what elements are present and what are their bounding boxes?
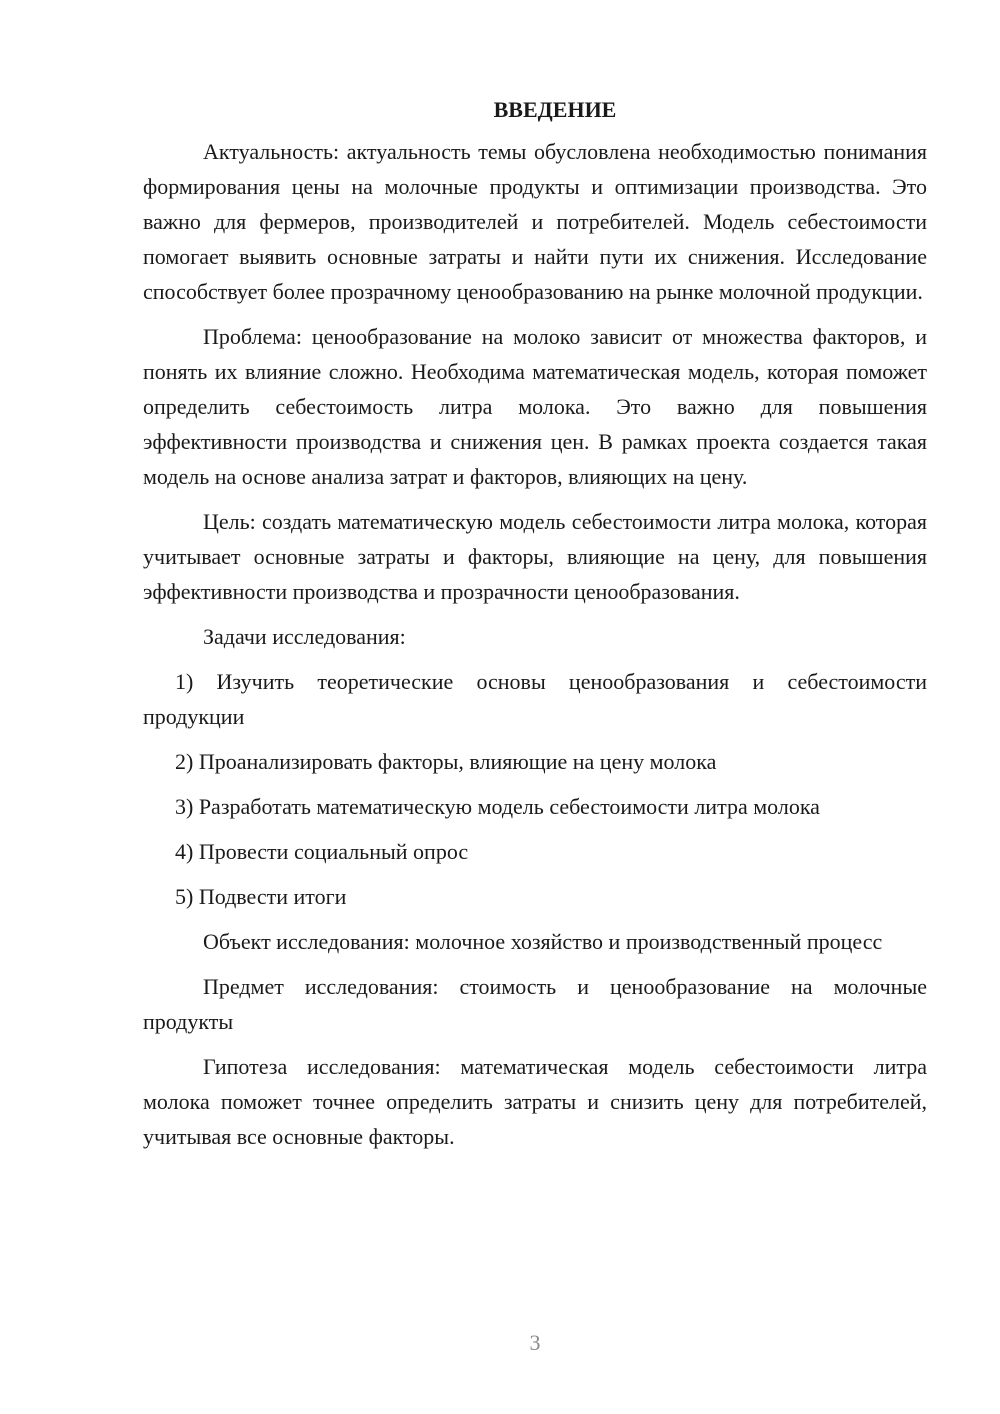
task-item: 4) Провести социальный опрос [175, 839, 469, 864]
problem-paragraph: Проблема: ценообразование на молоко зависит от множества факторов, и понять их влияние сложно. Необходима математическая модель, которая поможет определить себестоимость литра молока. Это важно для повышения эффективности производства и снижения цен. В рамках проекта создается такая модель на основе анализа затрат и факторов, влияющих на цену. [143, 324, 927, 489]
tasks-heading: Задачи исследования: [203, 624, 406, 649]
page-number: 3 [529, 1330, 541, 1355]
page-title: ВВЕДЕНИЕ [493, 97, 617, 122]
task-item: 2) Проанализировать факторы, влияющие на цену молока [175, 749, 717, 774]
task-item: 5) Подвести итоги [175, 884, 347, 909]
object-paragraph: Объект исследования: молочное хозяйство и производственный процесс [203, 929, 883, 954]
subject-paragraph: Предмет исследования: стоимость и ценообразование на молочные продукты [143, 974, 927, 1034]
hypothesis-paragraph: Гипотеза исследования: математическая модель себестоимости литра молока поможет точнее определить затраты и снизить цену для потребителей, учитывая все основные факторы. [143, 1054, 927, 1149]
task-item: 3) Разработать математическую модель себестоимости литра молока [175, 794, 820, 819]
document-page [143, 92, 927, 1164]
relevance-paragraph: Актуальность: актуальность темы обусловлена необходимостью понимания формирования цены на молочные продукты и оптимизации производства. Это важно для фермеров, производителей и потребителей. Модель себестоимости помогает выявить основные затраты и найти пути их снижения. Исследование способствует более прозрачному ценообразованию на рынке молочной продукции. [143, 139, 927, 304]
goal-paragraph: Цель: создать математическую модель себестоимости литра молока, которая учитывает основные затраты и факторы, влияющие на цену, для повышения эффективности производства и прозрачности ценообразования. [143, 509, 927, 604]
task-item: 1) Изучить теоретические основы ценообразования и себестоимости продукции [143, 669, 927, 729]
